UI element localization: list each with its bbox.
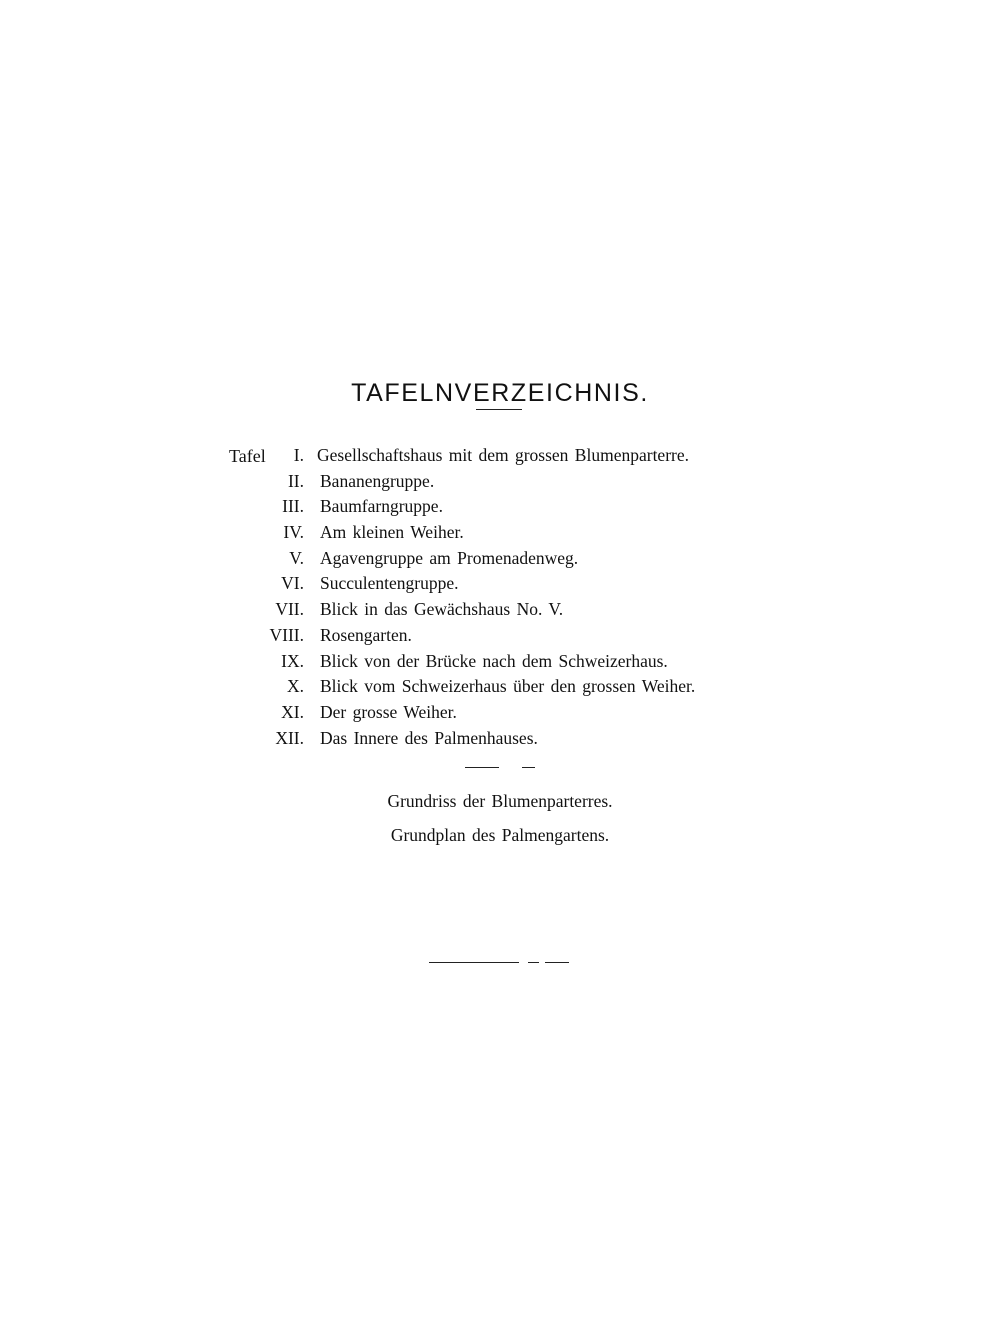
closing-divider: [545, 962, 569, 963]
plate-caption: Rosengarten.: [320, 624, 412, 645]
plate-caption: Blick in das Gewächshaus No. V.: [320, 599, 564, 620]
plate-list: [0, 444, 1000, 752]
plate-entry: [0, 675, 1000, 701]
plate-numeral: I.: [293, 445, 304, 465]
plate-caption: Succulentengruppe.: [320, 573, 459, 594]
plate-caption: Agavengruppe am Promenadenweg.: [320, 547, 579, 568]
plate-caption: Das Innere des Palmenhauses.: [320, 727, 538, 748]
plate-numeral: VII.: [275, 599, 304, 620]
plate-caption: Der grosse Weiher.: [320, 701, 457, 722]
page-title: TAFELNVERZEICHNIS.: [351, 378, 649, 407]
plate-numeral: VIII.: [269, 624, 304, 645]
plate-numeral: II.: [287, 470, 304, 491]
closing-divider: [429, 962, 519, 963]
plate-caption: Gesellschaftshaus mit dem grossen Blumenparterre.: [317, 445, 689, 465]
plate-numeral: III.: [282, 496, 304, 517]
plate-entry: [0, 701, 1000, 727]
plate-numeral: VI.: [281, 573, 304, 594]
plate-caption: Blick von der Brücke nach dem Schweizerhaus.: [320, 650, 668, 671]
plate-entry: [0, 547, 1000, 573]
title-divider: [476, 409, 522, 410]
plate-entry: [0, 495, 1000, 521]
plate-entry: [0, 624, 1000, 650]
plate-caption: Am kleinen Weiher.: [320, 522, 464, 543]
plate-entry: [0, 727, 1000, 753]
appendix-entry: Grundriss der Blumenparterres.: [387, 791, 613, 811]
plate-entry: [0, 650, 1000, 676]
plate-caption: Blick vom Schweizerhaus über den grossen Weiher.: [320, 676, 696, 697]
plate-caption: Bananengruppe.: [320, 470, 435, 491]
plate-numeral: IX.: [281, 650, 304, 671]
plate-numeral: IV.: [283, 522, 304, 543]
closing-divider: [528, 962, 539, 963]
plate-numeral: X.: [286, 676, 304, 697]
plate-entry: [0, 470, 1000, 496]
plate-numeral: XII.: [275, 727, 304, 748]
appendix-entry: Grundplan des Palmengartens.: [390, 825, 610, 845]
plate-entry: [0, 444, 1000, 470]
plate-numeral: XI.: [281, 701, 304, 722]
plate-caption: Baumfarngruppe.: [320, 496, 443, 517]
section-divider: [465, 767, 499, 768]
plate-entry: [0, 572, 1000, 598]
plate-numeral: V.: [289, 547, 304, 568]
tafel-label: Tafel: [229, 446, 266, 466]
plate-entry: [0, 598, 1000, 624]
plate-entry: [0, 521, 1000, 547]
section-divider: [522, 767, 535, 768]
